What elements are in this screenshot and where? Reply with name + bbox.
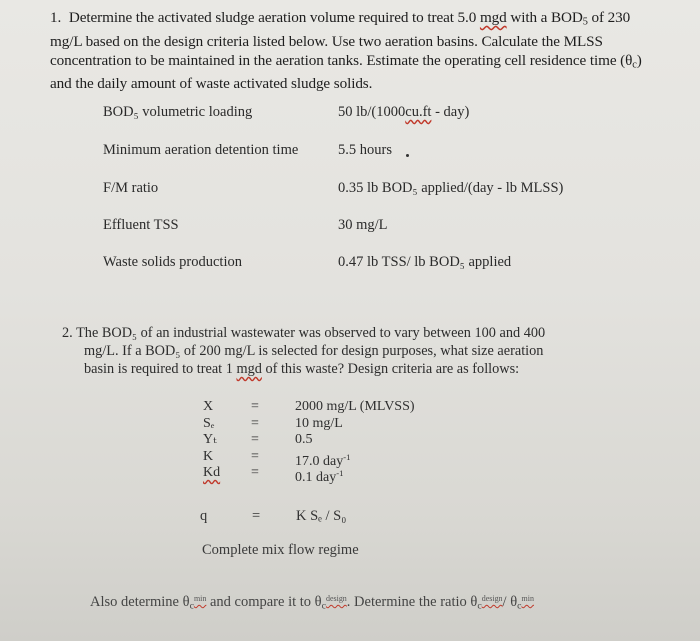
question-1-text-c: of 230 mg/L based on the design criteria listed below. Use two aeration basins. Calculate the MLSS concentration to be maintained in the aeration tanks. Estimate the operating cell residence time (θ <box>50 9 633 69</box>
question-2-line-2: mg/L. If a BOD₅ of 200 mg/L is selected for design purposes, what size aeration <box>84 343 544 359</box>
criteria-value: 5.5 hours <box>338 142 392 158</box>
flow-regime: Complete mix flow regime <box>202 542 359 558</box>
question-1-number: 1. <box>50 9 62 26</box>
q-equation <box>200 508 347 525</box>
criteria-label: BOD₅ volumetric loading <box>103 104 253 120</box>
criteria-value: 0.47 lb TSS/ lb BOD₅ applied <box>338 254 512 270</box>
cursor-dot <box>406 154 409 157</box>
question-1-text-b: with a BOD <box>510 9 583 26</box>
criteria-label: Waste solids production <box>103 254 242 270</box>
flow-unit: mgd <box>479 9 507 26</box>
q-value: K Sₑ / S₀ <box>296 508 347 524</box>
criteria-value: 30 mg/L <box>338 217 388 233</box>
q-symbol: q <box>200 508 208 524</box>
final-instruction: Also determine $\theta_c^{min}$ and compare it to $\theta_c^{design}$. Determine the ratio $\theta_c^{design}/$ $\theta_c^{min}$ <box>90 594 534 612</box>
question-2-number: 2. <box>62 325 73 341</box>
theta-subscript: c <box>632 59 637 71</box>
question-1 <box>50 8 650 93</box>
question-1-text-a: Determine the activated sludge aeration volume required to treat 5.0 <box>68 9 477 26</box>
question-2-line-1: 2. The BOD₅ of an industrial wastewater was observed to vary between 100 and 400 <box>62 325 546 341</box>
question-2 <box>62 324 622 378</box>
criteria-label: Effluent TSS <box>103 217 179 233</box>
question-1-text-d: ) and the daily amount of waste activated sludge solids. <box>50 51 642 93</box>
question-2-line-3: basin is required to treat 1 mgd of this waste? Design criteria are as follows: <box>84 361 520 377</box>
bod-subscript: 5 <box>582 16 588 28</box>
criteria-label: F/M ratio <box>103 180 159 196</box>
criteria-value: 50 lb/(1000cu.ft - day) <box>338 104 470 120</box>
criteria-label: Minimum aeration detention time <box>103 142 299 158</box>
criteria-value: 0.35 lb BOD₅ applied/(day - lb MLSS) <box>338 180 564 196</box>
q-equals: = <box>252 508 261 524</box>
